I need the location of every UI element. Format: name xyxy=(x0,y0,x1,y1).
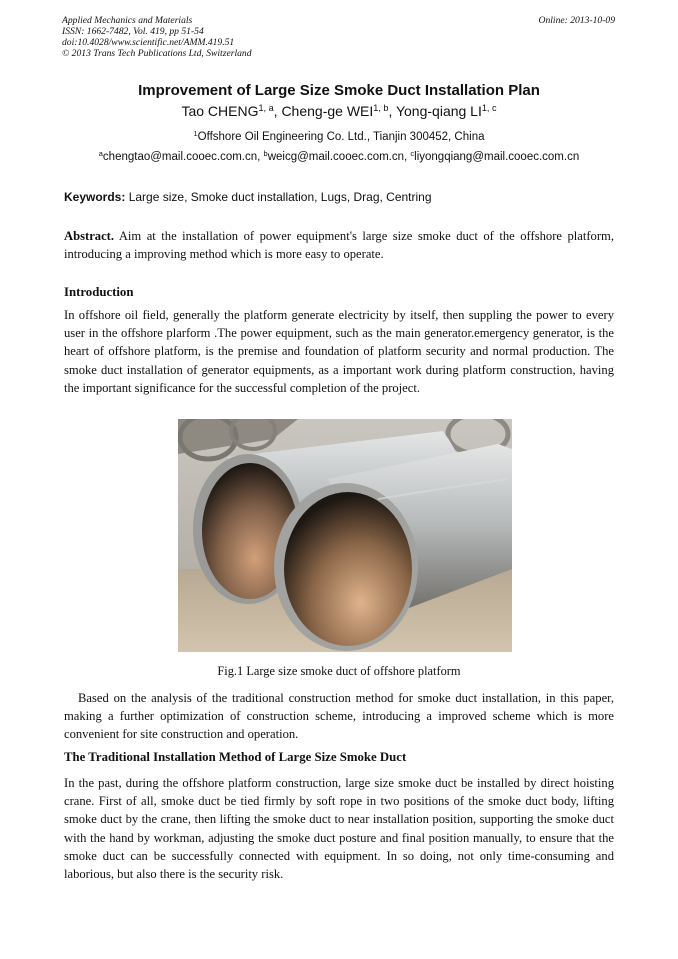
author-name: Cheng-ge WEI xyxy=(281,103,374,119)
traditional-method-paragraph: In the past, during the offshore platform construction, large size smoke duct be installed by direct hoisting crane. First of all, smoke duct be tied firmly by soft rope in two positions of the smoke duct body, lifting smoke duct by the crane, then lifting the smoke duct to near installation position, supporting the smoke duct with the hand by workman, adjusting the smoke duct posture and final position manually, to ensure that the smoke duct can be successfully connected with equipment. In so doing, not only time-consuming and laborious, but also there is the security risk. xyxy=(64,776,614,882)
keywords xyxy=(64,190,432,204)
author-sup: 1, b xyxy=(373,102,389,113)
online-date: Online: 2013-10-09 xyxy=(538,15,615,26)
email-link[interactable]: chengtao@mail.cooec.com.cn xyxy=(102,151,258,163)
email-list: $^a$chengtao@mail.cooec.com.cn, $^b$weicg@mail.cooec.com.cn, $^c$liyongqiang@mail.cooec.com.cn xyxy=(98,148,580,163)
author-sup: 1, a xyxy=(258,102,274,113)
figure-caption: Fig.1 Large size smoke duct of offshore platform xyxy=(217,664,461,678)
figure-smoke-duct-photo xyxy=(178,419,512,652)
running-header xyxy=(62,15,252,59)
author-name: Tao CHENG xyxy=(181,103,259,119)
affiliation-text: Offshore Oil Engineering Co. Ltd., Tianjin 300452, China xyxy=(197,131,485,143)
introduction-heading: Introduction xyxy=(64,285,134,299)
affiliation xyxy=(0,128,678,143)
keywords-text: Large size, Smoke duct installation, Lugs, Drag, Centring xyxy=(128,190,432,204)
journal-name: Applied Mechanics and Materials xyxy=(62,15,193,26)
doi-line: doi:10.4028/www.scientific.net/AMM.419.51 xyxy=(62,37,235,48)
affiliation-sup: 1 xyxy=(193,128,198,138)
email-sup: c xyxy=(410,148,415,158)
introduction-paragraph: In offshore oil field, generally the platform generate electricity by itself, then suppling the power to every user in the offshore plarform .The power equipment, such as the main generator.emergency generator, is the heart of offshore platform, is the premise and foundation of platform security and normal production. The smoke duct installation of generator equipments, as a important work during platform construction, having the important significance for the successful completion of the project. xyxy=(64,308,614,395)
keywords-label: Keywords: xyxy=(64,190,126,204)
author-list: Tao CHENG$^{1, a}$, Cheng-ge WEI$^{1, b}$, Yong-qiang LI$^{1, c}$ xyxy=(181,102,497,119)
author-sup: 1, c xyxy=(481,102,497,113)
email-link[interactable]: weicg@mail.cooec.com.cn xyxy=(267,151,405,163)
email-sup: b xyxy=(263,148,268,158)
abstract-label: Abstract. xyxy=(64,229,115,243)
paper-title: Improvement of Large Size Smoke Duct Installation Plan xyxy=(138,82,540,99)
copyright-line: © 2013 Trans Tech Publications Ltd, Switzerland xyxy=(62,48,252,59)
author-name: Yong-qiang LI xyxy=(395,103,482,119)
email-link[interactable]: liyongqiang@mail.cooec.com.cn xyxy=(414,151,580,163)
abstract-text: Aim at the installation of power equipment's large size smoke duct of the offshore platform, introducing a improving method which is more easy to operate. xyxy=(64,229,614,262)
paragraph-after-figure: Based on the analysis of the traditional construction method for smoke duct installation, in this paper, making a further optimization of construction scheme, introducing a improved scheme which is more convenient for site construction and operation. xyxy=(64,691,614,742)
section-heading-traditional-method: The Traditional Installation Method of Large Size Smoke Duct xyxy=(64,750,407,764)
abstract xyxy=(64,227,614,263)
email-sup: a xyxy=(98,148,103,158)
issn-line: ISSN: 1662-7482, Vol. 419, pp 51-54 xyxy=(62,26,204,37)
